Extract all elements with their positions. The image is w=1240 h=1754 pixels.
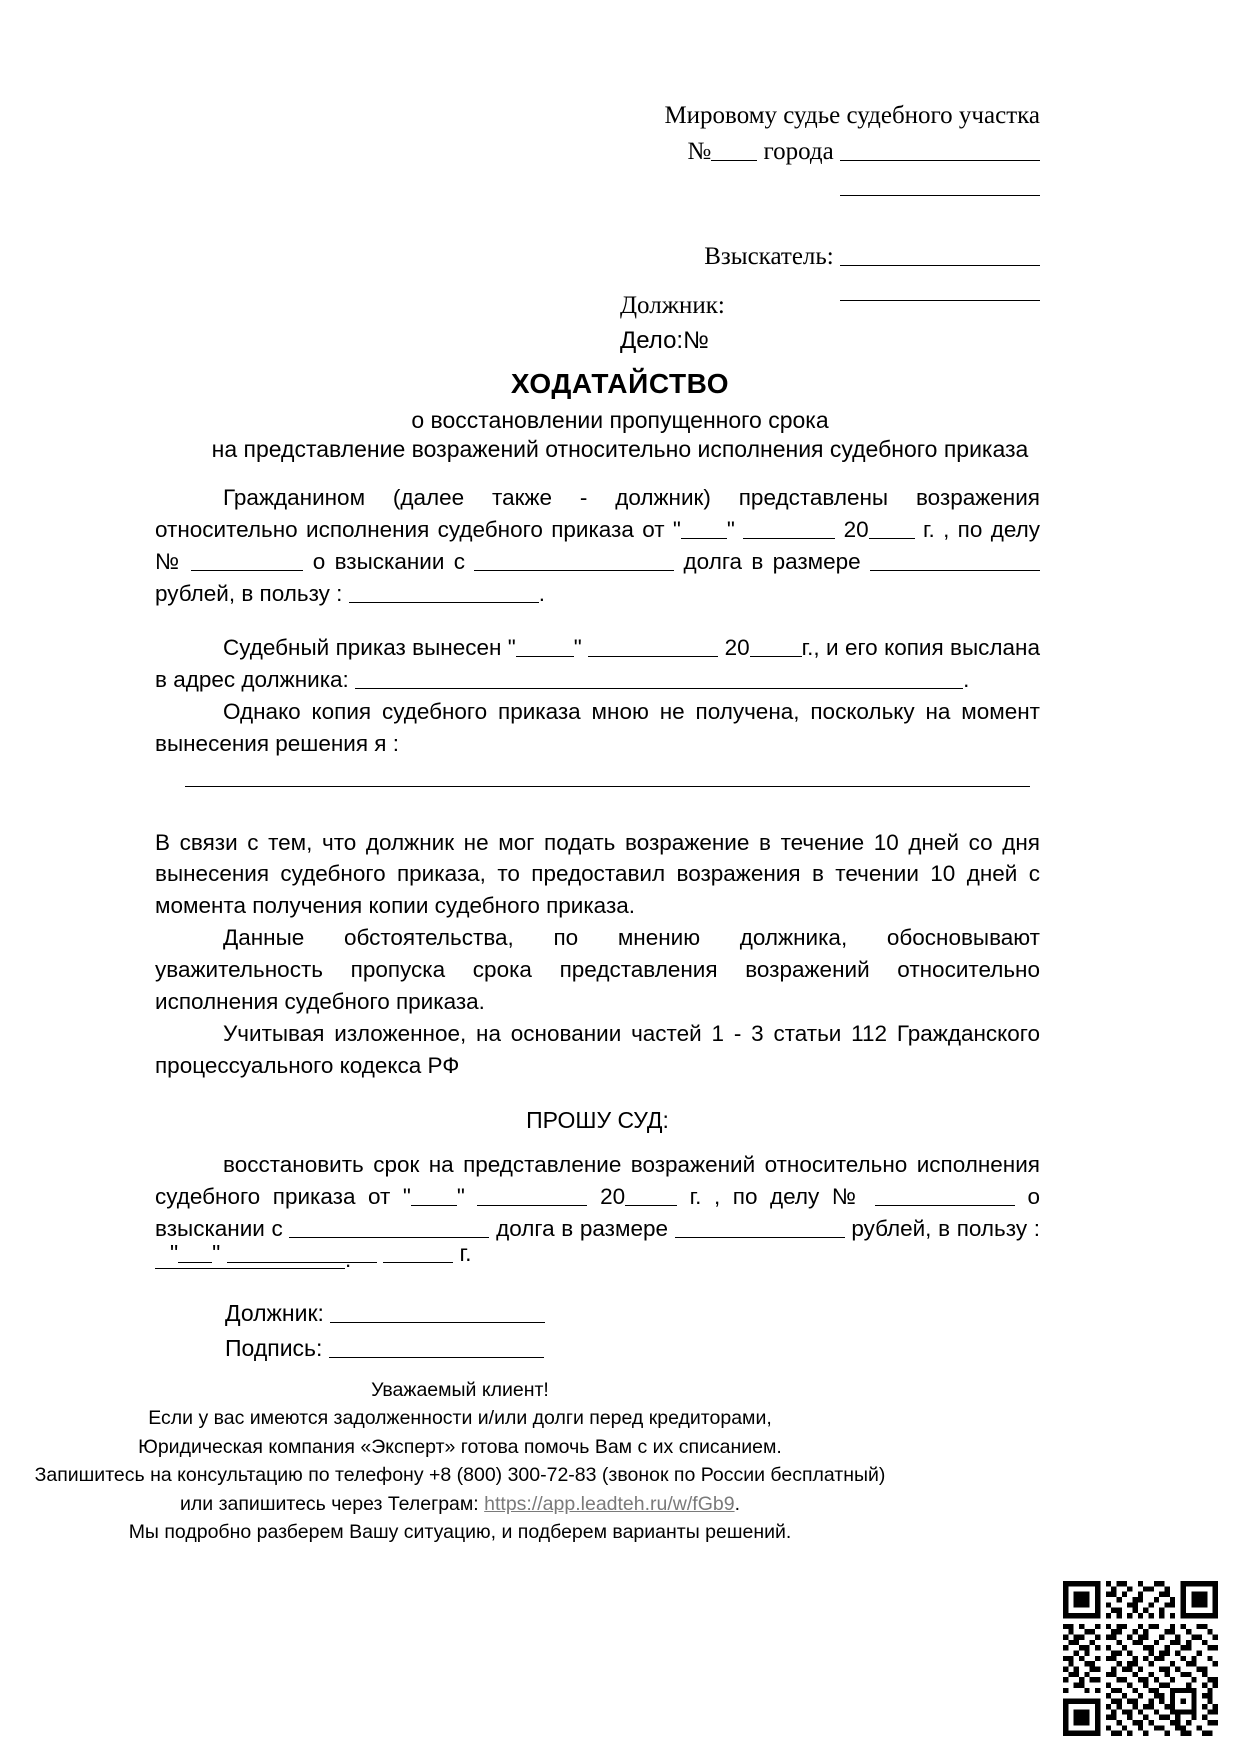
body-spacer-2 xyxy=(155,787,1040,827)
paragraph-objections-filed xyxy=(155,482,1040,610)
p2-text-e: . xyxy=(963,666,970,692)
req-year-blank[interactable] xyxy=(625,1183,677,1205)
order-year-blank[interactable] xyxy=(869,517,915,539)
paragraph-circumstances: Данные обстоятельства, по мнению должника, обосновывают уважительность пропуска срока представления возражений относительно исполнения судебного приказа. xyxy=(155,925,1040,1015)
date-day-blank[interactable] xyxy=(178,1240,212,1263)
p7-text-b: " xyxy=(456,1183,465,1209)
debtor-name-blank[interactable] xyxy=(474,549,674,571)
order-day-blank[interactable] xyxy=(681,517,727,539)
footer-line-2: Если у вас имеются задолженности и/или долги перед кредиторами, xyxy=(148,1407,772,1430)
p2-text-a: Судебный приказ вынесен " xyxy=(223,634,516,660)
p1-text-c: 20 xyxy=(843,516,869,542)
beneficiary-blank[interactable] xyxy=(349,580,539,602)
footer-line-6: Мы подробно разберем Вашу ситуацию, и подберем варианты решений. xyxy=(128,1521,792,1544)
req-amount-blank[interactable] xyxy=(675,1215,845,1237)
req-debtor-blank[interactable] xyxy=(289,1215,489,1237)
p2-text-b: " xyxy=(573,634,582,660)
addressee-extra-blank[interactable] xyxy=(840,171,1040,196)
addressee-court-line: Мировому судье судебного участка xyxy=(664,102,1040,129)
body-spacer-4 xyxy=(155,1137,1040,1149)
p1-text-a: Гражданином (далее также - должник) представлены возражения относительно исполнения судебного приказа от " xyxy=(155,485,1040,542)
signature-row xyxy=(225,1331,545,1366)
claimant-line xyxy=(620,239,1040,275)
debt-amount-blank[interactable] xyxy=(870,549,1040,571)
p7-text-g: рублей, в пользу : xyxy=(851,1215,1040,1241)
telegram-link[interactable]: https://app.leadteh.ru/w/fGb9 xyxy=(484,1492,735,1515)
p1-text-b: " xyxy=(726,516,735,542)
request-heading: ПРОШУ СУД: xyxy=(526,1107,669,1133)
footer-telegram-suffix: . xyxy=(734,1492,740,1515)
paragraph-legal-basis: Учитывая изложенное, на основании частей 1 - 3 статьи 112 Гражданского процессуального кодекса РФ xyxy=(155,1021,1040,1079)
date-quote-close: " xyxy=(212,1240,221,1266)
p1-text-h: . xyxy=(538,580,545,606)
p2-text-c: 20 xyxy=(724,634,750,660)
page-title: ХОДАТАЙСТВО xyxy=(510,368,730,399)
paragraph-order-issued xyxy=(155,632,1040,696)
p7-text-e: о взыскании с xyxy=(155,1183,1040,1241)
addressee-extra-line xyxy=(620,169,1040,205)
signature-block xyxy=(225,1296,545,1366)
req-day-blank[interactable] xyxy=(411,1183,457,1205)
city-label: города xyxy=(763,137,834,165)
footer-telegram-line xyxy=(0,1490,920,1518)
p7-text-c: 20 xyxy=(600,1183,626,1209)
footer-greeting: Уважаемый клиент! xyxy=(371,1379,549,1401)
district-number-label: № xyxy=(687,137,712,165)
req-month-blank[interactable] xyxy=(477,1183,587,1205)
case-number-label: Дело:№ xyxy=(620,327,709,355)
signature-debtor-row xyxy=(225,1296,545,1331)
claimant-extra-blank[interactable] xyxy=(840,276,1040,301)
footer-advertisement xyxy=(0,1376,920,1547)
issued-month-blank[interactable] xyxy=(588,634,718,656)
p7-text-d: г. , по делу № xyxy=(689,1183,863,1209)
p1-text-f: долга в размере xyxy=(683,548,861,574)
addressee-spacer xyxy=(620,205,1040,239)
paragraph-copy-not-received: Однако копия судебного приказа мною не получена, поскольку на момент вынесения решения я : xyxy=(155,698,1040,756)
footer-phone-line: Запишитесь на консультацию по телефону +8 (800) 300-72-83 (звонок по России бесплатный) xyxy=(34,1464,886,1487)
city-blank[interactable] xyxy=(840,136,1040,161)
p7-text-f: долга в размере xyxy=(496,1215,668,1241)
parties-block xyxy=(620,288,725,359)
case-number-blank[interactable] xyxy=(191,549,303,571)
p7-text-h: . xyxy=(345,1247,352,1273)
addressee-block xyxy=(620,98,1040,310)
footer-line-3: Юридическая компания «Эксперт» готова помочь Вам с их списанием. xyxy=(138,1435,782,1458)
district-number-blank[interactable] xyxy=(711,136,757,161)
order-month-blank[interactable] xyxy=(743,517,835,539)
debtor-address-blank[interactable] xyxy=(355,666,963,688)
subtitle-line-1: о восстановлении пропущенного срока xyxy=(411,407,829,433)
date-line xyxy=(170,1240,472,1267)
body-spacer-3 xyxy=(155,1082,1040,1104)
p1-text-d: г. , по делу № xyxy=(155,516,1040,574)
issued-year-blank[interactable] xyxy=(750,634,802,656)
signature-label: Подпись: xyxy=(225,1334,323,1361)
document-body xyxy=(155,482,1040,1276)
paragraph-ten-days: В связи с тем, что должник не мог подать возражение в течение 10 дней со дня вынесения судебного приказа, то предоставил возражения в течении 10 дней с момента получения копии судебного приказа. xyxy=(155,829,1040,919)
signature-blank[interactable] xyxy=(329,1335,544,1358)
claimant-blank[interactable] xyxy=(840,241,1040,266)
date-year-suffix: г. xyxy=(459,1240,472,1266)
p2-text-d: г., и его копия выслана в адрес должника: xyxy=(155,634,1040,692)
p1-text-e: о взыскании с xyxy=(312,548,465,574)
subtitle-line-2: на представление возражений относительно исполнения судебного приказа xyxy=(211,436,1029,463)
p1-text-g: рублей, в пользу : xyxy=(155,580,343,606)
footer-telegram-prefix: или запишитесь через Телеграм: xyxy=(180,1492,485,1515)
req-case-blank[interactable] xyxy=(875,1183,1015,1205)
title-block xyxy=(0,368,1240,465)
debtor-label: Должник: xyxy=(620,292,725,319)
body-spacer-1 xyxy=(155,610,1040,632)
issued-day-blank[interactable] xyxy=(516,634,574,656)
date-year-blank[interactable] xyxy=(383,1240,453,1263)
signature-debtor-blank[interactable] xyxy=(330,1300,545,1323)
addressee-district-line xyxy=(620,134,1040,170)
qr-code[interactable] xyxy=(1063,1581,1218,1736)
claimant-label: Взыскатель: xyxy=(704,242,834,270)
signature-debtor-label: Должник: xyxy=(225,1300,324,1326)
date-quote-open: " xyxy=(170,1240,179,1266)
date-month-blank[interactable] xyxy=(227,1240,377,1263)
p7-text-a: восстановить срок на представление возражений относительно исполнения судебного приказа от " xyxy=(155,1151,1040,1209)
